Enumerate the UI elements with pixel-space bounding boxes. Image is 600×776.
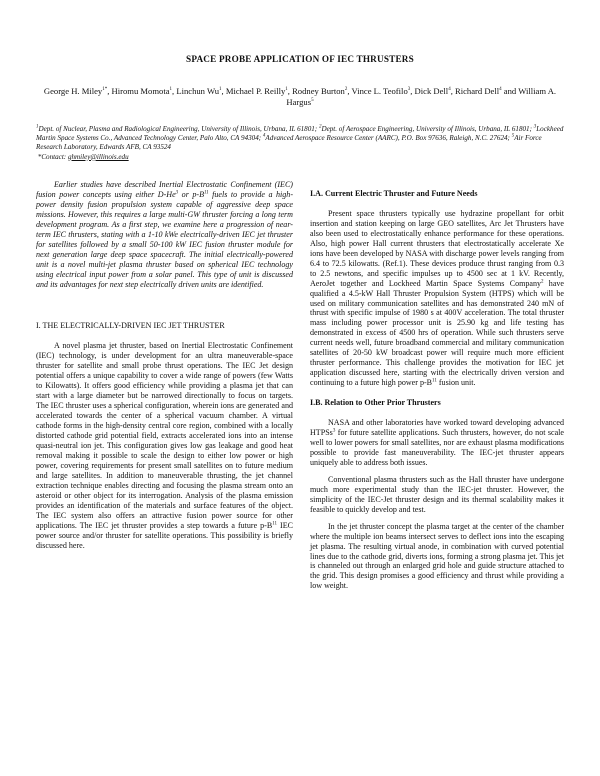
author-sup: 1* bbox=[102, 87, 108, 93]
paragraph-text: fusion unit. bbox=[436, 378, 476, 388]
affiliation-3: Lockheed Martin Space Systems Co., Advanced Technology Center, Palo Alto, CA 94304; bbox=[36, 125, 564, 143]
section-paragraph bbox=[36, 341, 293, 550]
author-name: Dick Dell bbox=[414, 86, 449, 96]
author-sup: 4 bbox=[499, 87, 502, 93]
paragraph-sup: 2 bbox=[541, 278, 544, 284]
abstract-text: Earlier studies have described Inertial Electrostatic Confinement (IEC) fusion power concepts using either D-He bbox=[36, 180, 293, 199]
author-sup: 1 bbox=[169, 87, 173, 93]
abstract-sup: 3 bbox=[175, 190, 179, 196]
contact-label: *Contact: bbox=[37, 152, 67, 161]
abstract-text: fuels to provide a high-power density fusion propulsion system capable of aggressive deep space missions. However, this requires a large multi-GW thruster forcing a long term development program. As a first step, we examine here a progression of near-term IEC thrusters, stating with a 1-10 kWe electrically-driven IEC jet thruster for satellites followed by a small 50-100 kW IEC fusion thruster module for next generation large deep space spacecraft. The initial electrically-powered unit is a novel multi-jet plasma thruster based on spherical IEC technology using electrical input power from a solar panel. This type of unit is discussed and its advantages for next step electrically driven units are identified. bbox=[36, 189, 293, 289]
section-paragraph bbox=[310, 418, 564, 468]
section-heading: I. THE ELECTRICALLY-DRIVEN IEC JET THRUSTER bbox=[36, 321, 225, 331]
abstract-sup: 11 bbox=[203, 190, 209, 196]
affiliation-5: Air Force Research Laboratory, Edwards AFB, CA 93524 bbox=[36, 134, 542, 152]
left-column bbox=[36, 180, 293, 550]
paragraph-sup: 3 bbox=[332, 428, 336, 434]
author-name: Hiromu Momota bbox=[111, 86, 170, 96]
author-sup: 2 bbox=[344, 87, 348, 93]
author-sup: 5 bbox=[311, 98, 314, 104]
paragraph-text: NASA and other laboratories have worked toward developing advanced HTPSs bbox=[310, 418, 564, 438]
author-name: Richard Dell bbox=[455, 86, 500, 96]
paragraph-text: IEC power source and/or thruster for satellite operations. This possibility is briefly discussed here. bbox=[36, 520, 293, 550]
author-sup: 4 bbox=[448, 87, 451, 93]
paragraph-sup: 11 bbox=[272, 520, 278, 526]
paragraph-text: have qualified a 4.5-kW Hall Thruster Propulsion System (HTPS) which will be used on military communication satellites and has demonstrated 240 mN of thrust with specific impulse of 1980 s at 400V acceleration. The total thruster mass including power processor unit is 25.90 kg and life testing has demonstrated in excess of 4500 hrs of operation. While such thrusters serve current needs well, future broadband commercial and military communication satellites of 20-50 kW broadcast power will require much more efficient thruster performance. This challenge provides the motivation for IEC jet application discussed here, starting with the electrically driven version and continuing to a future high power p-B bbox=[310, 278, 564, 388]
section-heading: I.A. Current Electric Thruster and Future Needs bbox=[310, 189, 478, 198]
author-sup: 1 bbox=[285, 87, 288, 93]
abstract bbox=[36, 180, 293, 289]
affiliation-2: Dept. of Aerospace Engineering, University of Illinois, Urbana, IL 61801; bbox=[321, 125, 532, 133]
affiliation-1: Dept. of Nuclear, Plasma and Radiological Engineering, University of Illinois, Urbana, IL 61801; bbox=[38, 125, 318, 133]
paragraph-text: A novel plasma jet thruster, based on Inertial Electrostatic Confinement (IEC) technology, is under development for an ultra maneuverable-space thruster for satellite and small probe thrust operations. The IEC Jet design potential offers a unique capability to cover a wide range of powers (few Watts to Kilowatts). It offers good efficiency while providing a plasma jet that can start with a large diameter but be narrowed directionally to focus on targets. The IEC thruster uses a spherical configuration, wherein ions are generated and accelerated towards the center of a spherical vacuum chamber. A virtual cathode forms in the high-density central core region, combined with a locally distorted cathode grid potential field, extracts accelerated ions into an intense quasi-neutral ion jet. This configuration gives low gas leakage and good heat removal making it possible to scale the design to either low power or high power, covering requirements for present small satellites on to future medium and large satellites. In addition to maneuverable thrusting, the jet channel extraction technique enables directing and focusing the plasma stream onto an asteroid or other object for its interrogation. Analysis of the plasma emission provides an identification of the materials and surface features of the object. The IEC system also offers an attractive fusion power source for other applications. The IEC jet thruster provides a step towards a future p-B bbox=[36, 341, 293, 530]
affil-sup: 5 bbox=[511, 133, 515, 139]
paragraph-text: Present space thrusters typically use hydrazine propellant for orbit insertion and station keeping on large GEO satellites, Arc Jet Thrusters have also been used to electrostatically enhance performance for these operations. Also, high power Hall current thrusters that electrostatically accelerate Xe ions have been developed by NASA with discharge power levels ranging from 6.4 to 72.5 kilowatts. (Ref.1). These devices produce thrust ranging from 0.3 to 2.5 newtons, and specific impulses up to 4500 sec at 1 kV. Recently, AeroJet together and Lockheed Martin Space Systems Company bbox=[310, 208, 564, 288]
author-name: William A. Hargus bbox=[286, 86, 557, 107]
right-column bbox=[310, 189, 564, 591]
section-paragraph bbox=[310, 209, 564, 388]
affil-sup: 2 bbox=[318, 124, 322, 130]
affiliation-4: Advanced Aerospace Resource Center (AARC), P.O. Box 97636, Raleigh, N.C. 27624; bbox=[265, 134, 510, 143]
affil-sup: 4 bbox=[262, 133, 266, 139]
paragraph-text: for future satellite applications. Such thrusters, however, do not scale well to lower powers for small satellites, nor are exhaust plasma modifications possible to provide fast maneuverability. The IEC-jet thruster appears uniquely able to address both issues. bbox=[310, 428, 564, 467]
affiliations bbox=[36, 125, 566, 162]
affil-sup: 3 bbox=[533, 124, 537, 130]
author-name: Michael P. Reilly bbox=[225, 86, 286, 96]
author-sup: 3 bbox=[407, 87, 411, 93]
section-paragraph: Conventional plasma thrusters such as the Hall thruster have undergone much more experimental study than the IEC-jet thruster. However, the simplicity of the IEC-Jet thruster design and its thermal scalability makes it feasible to quickly develop and test. bbox=[310, 474, 564, 514]
paper-title: SPACE PROBE APPLICATION OF IEC THRUSTERS bbox=[186, 54, 414, 64]
author-name: Linchun Wu bbox=[176, 86, 220, 96]
affil-sup: 1 bbox=[36, 124, 39, 130]
section-heading: I.B. Relation to Other Prior Thrusters bbox=[310, 398, 441, 408]
author-name: Vince L. Teofilo bbox=[351, 86, 408, 96]
author-name: George H. Miley bbox=[43, 86, 103, 96]
author-list: George H. Miley$^{1*}$, Hiromu Momota$^1$, Linchun Wu$^1$, Michael P. Reilly$^1$, Rodney Burton$^2$, Vince L. Teofilo$^3$, Dick Dell$^4$, Richard Dell$^4$ and William A. Hargus$^5$ bbox=[43, 86, 557, 107]
paragraph-sup: 11 bbox=[432, 378, 437, 384]
author-name: Rodney Burton bbox=[292, 86, 345, 96]
author-sup: 1 bbox=[219, 87, 222, 93]
section-paragraph: In the jet thruster concept the plasma target at the center of the chamber where the multiple ion beams intersect serves to deflect ions into the escaping jet plasma. The resulting virtual anode, in combination with curved potential lines due to the cathode grid, diverts ions, forming a strong plasma jet. This jet is channeled out through an enlarged grid hole and guide structure attached to the grid. This design promises a good efficiency and thrust while providing a low weight. bbox=[310, 521, 564, 591]
contact-email-link[interactable]: ghmiley@illinois.edu bbox=[67, 152, 129, 161]
abstract-text: or p-B bbox=[178, 189, 204, 199]
